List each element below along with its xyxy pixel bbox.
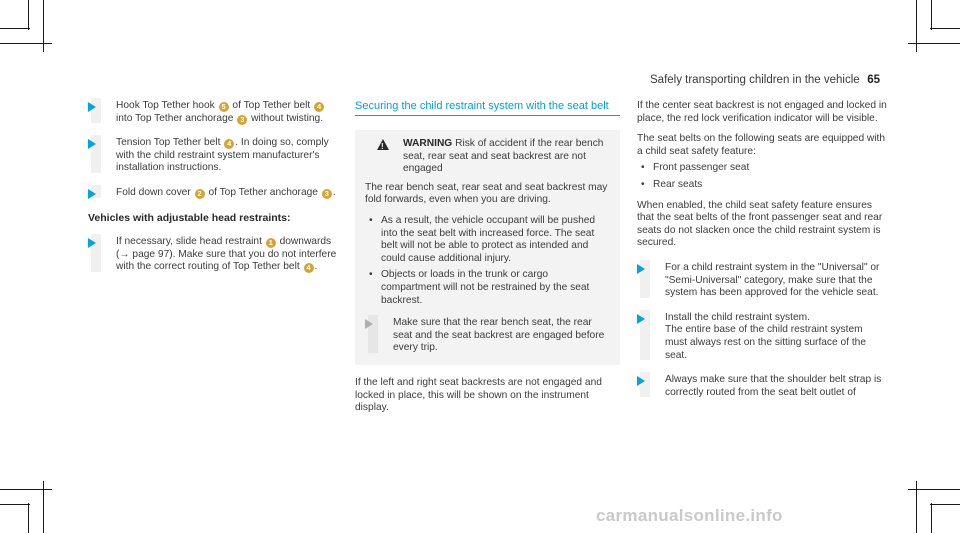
crop-mark (930, 28, 960, 29)
step-install-system: Install the child restraint system. The entire base of the child restraint system must always rest on the sitting surface of the seat. (637, 312, 887, 362)
section-heading: Securing the child restraint system with the seat belt (355, 100, 620, 116)
crop-mark (0, 489, 52, 490)
column-middle (355, 100, 620, 423)
crop-mark (930, 504, 960, 505)
paragraph-center-backrest: If the center seat backrest is not engaged and locked in place, the red lock verification indicator will be visible. (637, 100, 887, 124)
paragraph-safety-feature: When enabled, the child seat safety feature ensures that the seat belts of the front passenger seat and rear seats do not slacken once the child restraint system is secured. (637, 199, 883, 249)
crop-mark (916, 0, 917, 52)
callout-number: 4 (304, 263, 314, 273)
warning-label: WARNING (403, 138, 453, 149)
warning-bullet: • As a result, the vehicle occupant will be pushed into the seat belt with increased force. The seat belt will not be able to protect as intended and could cause additional injury. (365, 215, 610, 265)
step-shoulder-belt: Always make sure that the shoulder belt strap is correctly routed from the seat belt outlet of (637, 374, 887, 399)
warning-title: Risk of accident if the rear bench seat, rear seat and seat backrest are not engaged (403, 138, 604, 175)
paragraph-display-notice: If the left and right seat backrests are not engaged and locked in place, this will be shown on the instrument display. (355, 376, 602, 414)
step-slide-head-restraint: If necessary, slide head restraint 1 downwards (→ page 97). Make sure that you do not interfere with the correct routing of Top Tether belt 4 . (88, 236, 338, 274)
watermark: carmanualsonline.info (596, 506, 783, 525)
crop-mark (916, 481, 917, 533)
list-item: • Front passenger seat (637, 162, 887, 175)
callout-number: 4 (224, 139, 234, 149)
step-arrow-icon (88, 189, 96, 199)
step-arrow-icon (637, 314, 645, 324)
subheading-head-restraints: Vehicles with adjustable head restraints: (88, 211, 291, 224)
callout-number: 1 (266, 238, 276, 248)
step-fold-cover: Fold down cover 2 of Top Tether anchorage 3 . (88, 187, 338, 200)
callout-number: 3 (322, 189, 332, 199)
crop-mark (0, 504, 30, 505)
crop-mark (0, 28, 30, 29)
step-tension-belt: Tension Top Tether belt 4 . In doing so, comply with the child restraint system manufacturer's installation instructions. (88, 137, 338, 175)
column-left (88, 100, 338, 286)
step-arrow-icon (637, 376, 645, 386)
crop-mark (931, 0, 932, 30)
warning-bullet: • Objects or loads in the trunk or cargo compartment will not be restrained by the seat backrest. (365, 269, 610, 307)
crop-mark (28, 0, 29, 30)
callout-number: 4 (314, 102, 324, 112)
column-right (637, 100, 887, 411)
warning-step: Make sure that the rear bench seat, the rear seat and the seat backrest are engaged before every trip. (365, 317, 610, 355)
header-title: Safely transporting children in the vehicle (650, 74, 860, 86)
list-item: • Rear seats (637, 179, 887, 192)
crop-mark (0, 43, 52, 44)
step-arrow-icon (88, 238, 96, 248)
step-arrow-icon (637, 264, 645, 274)
step-arrow-icon (365, 319, 373, 329)
warning-header (365, 138, 610, 176)
page-number: 65 (867, 74, 880, 86)
step-arrow-icon (88, 139, 96, 149)
callout-number: 3 (237, 115, 247, 125)
step-hook-top-tether: Hook Top Tether hook 5 of Top Tether belt 4 into Top Tether anchorage 3 without twisting. (88, 100, 338, 125)
callout-number: 2 (195, 189, 205, 199)
crop-mark (931, 503, 932, 533)
running-header (650, 74, 880, 86)
warning-triangle-icon (377, 139, 389, 150)
crop-mark (28, 503, 29, 533)
warning-box (355, 130, 620, 365)
paragraph-equipped-seats: The seat belts on the following seats are equipped with a child seat safety feature: (637, 133, 886, 157)
step-approved-system: For a child restraint system in the "Universal" or "Semi-Universal" category, make sure that the system has been approved for the vehicle seat. (637, 262, 887, 300)
crop-mark (43, 0, 44, 52)
callout-number: 5 (219, 102, 229, 112)
step-arrow-icon (88, 102, 96, 112)
crop-mark (43, 481, 44, 533)
warning-intro: The rear bench seat, rear seat and seat backrest may fold forwards, even when you are driving. (365, 181, 608, 206)
